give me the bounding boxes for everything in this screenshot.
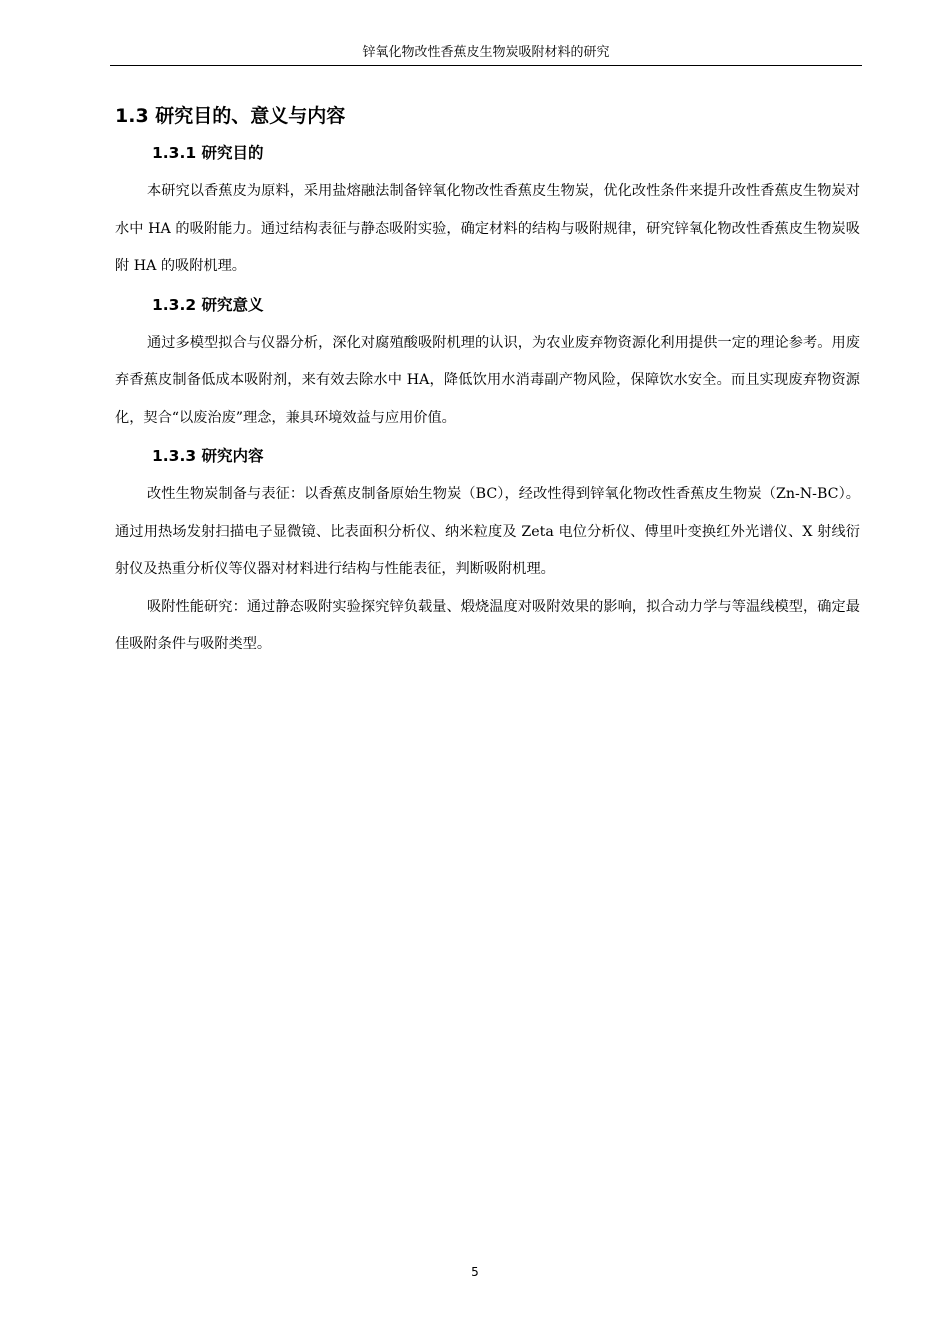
header-rule bbox=[110, 65, 862, 66]
subsection-heading-content: 1.3.3 研究内容 bbox=[152, 447, 264, 465]
subsection-heading-significance: 1.3.2 研究意义 bbox=[152, 295, 264, 314]
page-content bbox=[115, 98, 860, 664]
paragraph-purpose: 本研究以香蕉皮为原料，采用盐熔融法制备锌氧化物改性香蕉皮生物炭，优化改性条件来提升改性香蕉皮生物炭对水中 HA 的吸附能力。通过结构表征与静态吸附实验，确定材料的结构与吸附规律，研究锌氧化物改性香蕉皮生物炭吸附 HA 的吸附机理。 bbox=[115, 183, 860, 274]
subsection-heading-purpose: 1.3.1 研究目的 bbox=[152, 144, 264, 162]
running-header: 锌氧化物改性香蕉皮生物炭吸附材料的研究 bbox=[362, 45, 610, 60]
page-number: 5 bbox=[471, 1265, 479, 1279]
section-heading: 1.3 研究目的、意义与内容 bbox=[115, 105, 346, 127]
paragraph-significance: 通过多模型拟合与仪器分析，深化对腐殖酸吸附机理的认识，为农业废弃物资源化利用提供一定的理论参考。用废弃香蕉皮制备低成本吸附剂，来有效去除水中 HA，降低饮用水消毒副产物风险，保障饮水安全。而且实现废弃物资源化，契合“以废治废”理念，兼具环境效益与应用价值。 bbox=[115, 334, 860, 426]
paragraph-content-adsorption: 吸附性能研究：通过静态吸附实验探究锌负载量、煅烧温度对吸附效果的影响，拟合动力学与等温线模型，确定最佳吸附条件与吸附类型。 bbox=[115, 598, 860, 652]
paragraph-content-preparation: 改性生物炭制备与表征：以香蕉皮制备原始生物炭（BC），经改性得到锌氧化物改性香蕉皮生物炭（Zn-N-BC）。通过用热场发射扫描电子显微镜、比表面积分析仪、纳米粒度及 Zeta 电位分析仪、傅里叶变换红外光谱仪、X 射线衍射仪及热重分析仪等仪器对材料进行结构与性能表征，判断吸附机理。 bbox=[115, 486, 860, 577]
